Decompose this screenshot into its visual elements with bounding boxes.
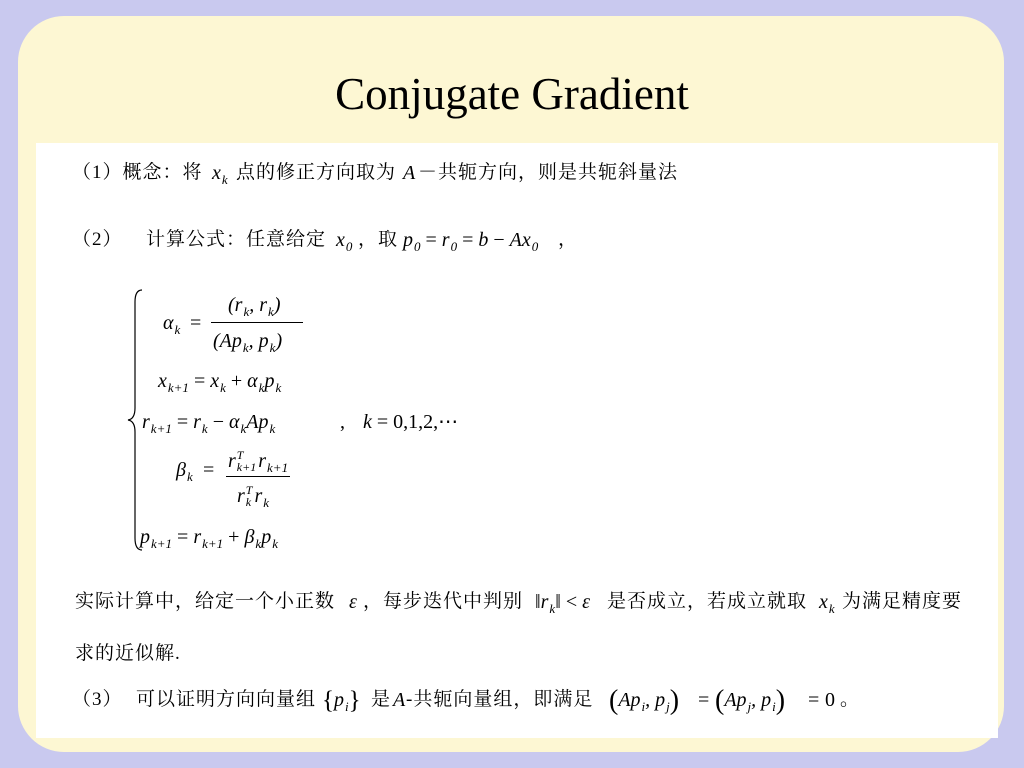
beta-fraction-bar: [226, 476, 290, 477]
p-update-formula: [140, 526, 278, 555]
math-superscript: T: [236, 448, 244, 462]
math-subscript: i: [345, 699, 349, 714]
index-comma: ,: [340, 411, 345, 433]
item3-text-c: -共轭向量组，即满足: [406, 689, 594, 710]
math-var: p: [264, 370, 275, 392]
math-var: ε: [582, 591, 590, 613]
math-subscript: 0: [345, 239, 353, 254]
math-var: p: [334, 689, 344, 711]
item2-init-formula: [403, 229, 538, 258]
math-var: r: [193, 411, 201, 433]
math-operator: −: [212, 411, 224, 433]
math-var: x: [819, 591, 828, 613]
math-norm-bar: ‖: [535, 591, 541, 613]
item1-x-k: [212, 162, 228, 191]
beta-equals: =: [203, 459, 215, 481]
math-subscript: 0: [414, 239, 421, 254]
math-subscript: k: [245, 495, 252, 509]
math-sup-sub: [237, 449, 256, 473]
item3-equals-1: =: [698, 689, 710, 711]
math-subscript: i: [641, 699, 646, 714]
item3-vector-set: [322, 689, 361, 718]
math-operator: =: [177, 526, 189, 548]
math-sup-sub: [246, 484, 253, 508]
item1-matrix-a: A: [403, 162, 416, 184]
alpha-lhs: [163, 312, 180, 341]
math-var: (r: [228, 294, 243, 316]
item2-text-c: ，: [558, 229, 579, 250]
alpha-equals: =: [190, 312, 202, 334]
math-subscript: k: [272, 536, 278, 551]
math-subscript: k: [220, 380, 226, 395]
math-subscript: k+1: [267, 460, 289, 475]
math-var: α: [247, 370, 258, 392]
math-paren: ): [669, 685, 680, 716]
math-subscript: k+1: [236, 460, 257, 474]
item3-matrix-a: A: [393, 689, 406, 711]
math-paren: ): [775, 685, 786, 716]
alpha-fraction-bar: [211, 322, 303, 323]
item2-text-b: ，取: [358, 229, 399, 250]
math-paren: (: [609, 685, 619, 716]
math-subscript: k: [243, 304, 250, 319]
item3-text-a: 可以证明方向向量组: [136, 689, 317, 710]
index-range: [363, 411, 458, 433]
math-subscript: k: [828, 601, 835, 616]
math-values: 0,1,2,⋯: [393, 411, 459, 433]
math-var: β: [176, 459, 186, 481]
math-var: α: [228, 411, 240, 433]
math-subscript: k: [269, 421, 276, 436]
math-var: x: [158, 370, 167, 392]
math-subscript: k: [268, 304, 274, 319]
math-var: p: [140, 526, 150, 548]
math-subscript: k: [255, 536, 262, 551]
math-var: x: [212, 162, 221, 184]
math-operator: =: [376, 411, 389, 433]
math-subscript: k: [186, 469, 193, 484]
math-paren: (: [715, 685, 725, 716]
math-subscript: k: [258, 380, 265, 395]
math-var: Ap: [618, 689, 641, 711]
math-operator: <: [565, 591, 578, 613]
math-subscript: k: [549, 601, 556, 616]
note-epsilon: ε: [349, 591, 357, 613]
math-operator: =: [176, 411, 189, 433]
math-var: ): [275, 330, 283, 352]
item3-inner-product-lhs: [609, 685, 680, 718]
item2-x-0: [336, 229, 352, 258]
math-var: k: [363, 411, 372, 433]
math-subscript: j: [747, 699, 752, 714]
item1-text-b: －共轭方向，则是共轭斜量法: [418, 162, 679, 183]
math-subscript: j: [666, 699, 670, 714]
math-subscript: k: [174, 322, 181, 337]
math-var: r: [254, 485, 263, 507]
math-superscript: T: [245, 483, 253, 497]
math-subscript: i: [772, 699, 776, 714]
math-var: , p: [751, 689, 772, 711]
math-subscript: k: [269, 340, 276, 355]
math-var: r: [540, 591, 549, 613]
math-operator: +: [228, 526, 240, 548]
beta-denominator: [237, 484, 269, 514]
math-operator: +: [230, 370, 243, 392]
math-subscript: k: [221, 172, 228, 187]
math-var: , p: [248, 330, 269, 352]
math-subscript: 0: [450, 239, 458, 254]
math-var: β: [244, 526, 255, 548]
math-var: p: [403, 229, 413, 251]
item3-label: （3）: [72, 689, 123, 710]
item3-inner-product-rhs: [715, 685, 786, 718]
math-subscript: k: [201, 421, 208, 436]
math-var: Ax: [509, 229, 531, 251]
item3-end-mark: 。: [840, 689, 861, 710]
note-text-b: ，每步迭代中判别: [363, 591, 524, 612]
math-subscript: k: [263, 495, 270, 510]
math-subscript: k+1: [150, 421, 172, 436]
math-operator: =: [425, 229, 437, 251]
r-update-formula: [142, 411, 275, 440]
beta-lhs: [176, 459, 193, 488]
math-var: r: [441, 229, 450, 251]
note-x-k: [819, 591, 835, 620]
math-var: r: [142, 411, 150, 433]
math-var: b: [478, 229, 489, 251]
math-subscript: 0: [531, 239, 539, 254]
item3-equals-2: =: [808, 689, 820, 711]
math-var: Ap: [724, 689, 747, 711]
math-var: r: [237, 485, 245, 507]
math-operator: =: [462, 229, 474, 251]
beta-numerator: [228, 449, 288, 479]
math-var: r: [258, 450, 267, 472]
math-var: r: [228, 450, 236, 472]
math-subscript: k+1: [167, 380, 189, 395]
item3-zero: 0: [825, 689, 835, 711]
math-subscript: k+1: [151, 536, 173, 551]
math-var: x: [210, 370, 220, 392]
math-var: x: [336, 229, 345, 251]
alpha-numerator: [228, 294, 280, 323]
item1-text-a: 点的修正方向取为: [236, 162, 397, 183]
math-var: α: [163, 312, 174, 334]
math-var: r: [193, 526, 202, 548]
math-subscript: k: [242, 340, 249, 355]
slide-title: Conjugate Gradient: [335, 69, 689, 119]
item2-label: （2）: [72, 229, 123, 250]
note-text-a: 实际计算中，给定一个小正数: [75, 591, 336, 612]
note-norm-condition: [535, 591, 590, 620]
note-text-e: 求的近似解.: [75, 643, 181, 664]
math-subscript: k: [240, 421, 247, 436]
alpha-denominator: [213, 330, 282, 359]
math-operator: =: [193, 370, 206, 392]
x-update-formula: [158, 370, 281, 399]
math-subscript: k+1: [202, 536, 224, 551]
math-subscript: k: [275, 380, 282, 395]
math-var: ): [273, 294, 281, 316]
item1-label: （1）概念：将: [72, 162, 203, 183]
math-var: p: [261, 526, 272, 548]
math-var: Ap: [246, 411, 269, 433]
math-brace: }: [348, 687, 361, 714]
item2-text-a: 计算公式：任意给定: [146, 229, 327, 250]
math-norm-bar: ‖: [555, 591, 561, 613]
math-brace: {: [322, 687, 334, 714]
note-text-c: 是否成立，若成立就取: [607, 591, 808, 612]
math-var: , r: [249, 294, 268, 316]
math-var: , p: [645, 689, 666, 711]
math-var: (Ap: [213, 330, 242, 352]
math-operator: −: [493, 229, 505, 251]
note-text-d: 为满足精度要: [842, 591, 963, 612]
item3-text-b: 是: [371, 689, 392, 710]
